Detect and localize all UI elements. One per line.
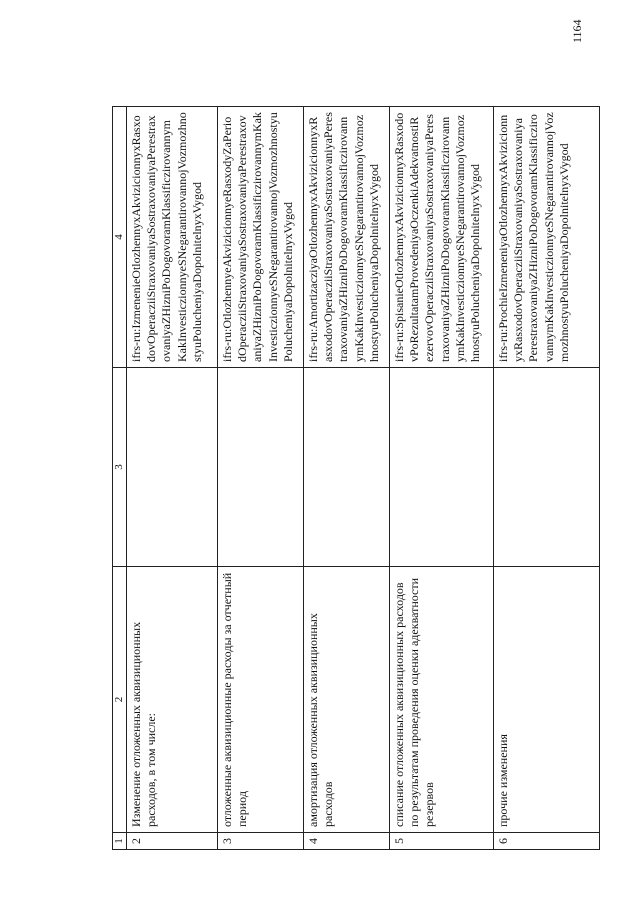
row-value — [494, 368, 600, 567]
table-row — [304, 107, 390, 850]
header-row — [113, 107, 127, 850]
row-code: ifrs-ru:IzmenenieOtlozhennyxAkvizicionnyxRasxodovOperacziiStraxovaniyaSostraxovaniyaPerestraxovaniyaZHizniPoDogovoramKlassificzirovannymKakInvesticzionnyeSNegarantirovannojVozmozhnostyuPolucheniyaDopolnitelnyxVygod — [127, 107, 218, 368]
row-code: ifrs-ru:OtlozhennyeAkvizicionnyeRasxodyZaPeriodOperacziiStraxovaniyaSostraxovaniyaPerestraxovaniyaZHizniPoDogovoramKlassificzirovannymKakInvesticzionnyeSNegarantirovannojVozmozhnostyuPolucheniyaDopolnitelnyxVygod — [218, 107, 304, 368]
header-cell-2: 2 — [113, 567, 127, 833]
row-code: ifrs-ru:SpisanieOtlozhennyxAkvizicionnyxRasxodovPoRezultatamProvedeniyaOczenkiAdekvatnostiRezervovOperacziiStraxovaniyaSostraxovaniyaPerestraxovaniyaZHizniPoDogovoramKlassificzirovannymKakInvesticzionnyeSNegarantirovannojVozmozhnostyuPolucheniyaDopolnitelnyxVygod — [390, 107, 494, 368]
row-value — [304, 368, 390, 567]
row-number: 4 — [304, 833, 390, 850]
data-table — [112, 106, 600, 850]
page-number: 1164 — [570, 19, 584, 43]
row-value — [218, 368, 304, 567]
table-row — [390, 107, 494, 850]
row-label: амортизация отложенных аквизиционных расходов — [304, 567, 390, 833]
header-cell-3: 3 — [113, 368, 127, 567]
row-label: списание отложенных аквизиционных расходов по результатам проведения оценки адекватности резервов — [390, 567, 494, 833]
row-label: прочие изменения — [494, 567, 600, 833]
row-code: ifrs-ru:AmortizacziyaOtlozhennyxAkvizicionnyxRasxodovOperacziiStraxovaniyaSostraxovaniyaPerestraxovaniyaZHizniPoDogovoramKlassificzirovannymKakInvesticzionnyeSNegarantirovannojVozmozhnostyuPolucheniyaDopolnitelnyxVygod — [304, 107, 390, 368]
table-row — [494, 107, 600, 850]
row-number: 3 — [218, 833, 304, 850]
row-value — [127, 368, 218, 567]
header-cell-4: 4 — [113, 107, 127, 368]
header-cell-1: 1 — [113, 833, 127, 850]
row-number: 5 — [390, 833, 494, 850]
table-row — [127, 107, 218, 850]
row-label: отложенные аквизиционные расходы за отчетный период — [218, 567, 304, 833]
row-code: ifrs-ru:ProchieIzmeneniyaOtlozhennyxAkvizicionnyxRasxodovOperacziiStraxovaniyaSostraxovaniyaPerestraxovaniyaZHizniPoDogovoramKlassificzirovannymKakInvesticzionnyeSNegarantirovannojVozmozhnostyuPolucheniyaDopolnitelnyxVygod — [494, 107, 600, 368]
row-number: 6 — [494, 833, 600, 850]
row-value — [390, 368, 494, 567]
table-row — [218, 107, 304, 850]
rotated-page — [112, 107, 634, 850]
row-number: 2 — [127, 833, 218, 850]
row-label: Изменение отложенных аквизиционных расходов, в том числе: — [127, 567, 218, 833]
